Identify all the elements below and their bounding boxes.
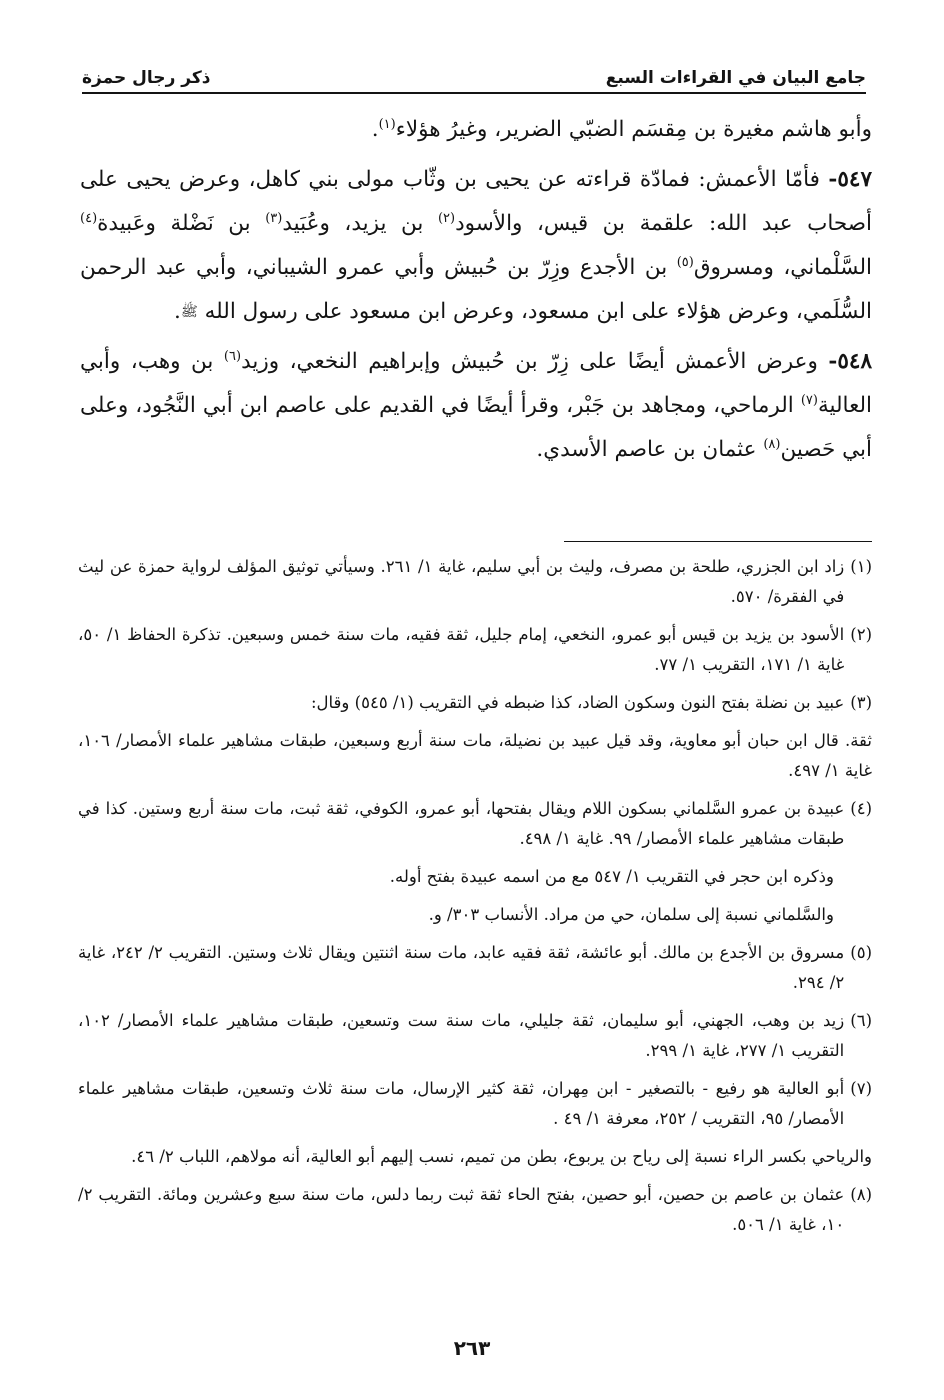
footnote-7: [78, 1074, 872, 1134]
footnote-ref-1[interactable]: (١): [378, 116, 396, 132]
footnote-separator: [564, 541, 872, 542]
footnote-4-note: والسَّلماني نسبة إلى سلمان، حي من مراد. الأنساب ٣٠٣/ و.: [428, 905, 834, 924]
footnotes: [78, 552, 872, 1322]
blessing-glyph: ﷺ: [180, 304, 198, 320]
footnote-text: الأسود بن يزيد بن قيس أبو عمرو، النخعي، إمام جليل، ثقة فقيه، مات سنة خمس وسبعين. تذكرة الحفاظ ١/ ٥٠، غاية ١/ ١٧١، التقريب ١/ ٧٧.: [78, 625, 845, 674]
main-text: [80, 108, 872, 540]
footnote-text: عبيدة بن عمرو السَّلماني بسكون اللام ويقال بفتحها، أبو عمرو، الكوفي، ثقة ثبت، مات سنة أربع وستين. كذا في طبقات مشاهير علماء الأمصار/ ٩٩. غاية ١/ ٤٩٨.: [78, 799, 845, 848]
footnote-number: (١): [850, 557, 872, 576]
footnote-number: (٥): [850, 943, 872, 962]
footnote-5: [78, 938, 872, 998]
footnote-text: زيد بن وهب، الجهني، أبو سليمان، ثقة جليلي، مات سنة ست وتسعين، طبقات مشاهير علماء الأمصار/ ١٠٢، التقريب ١/ ٢٧٧، غاية ١/ ٢٩٩.: [78, 1011, 845, 1060]
footnote-text: عبيد بن نضلة بفتح النون وسكون الضاد، كذا ضبطه في التقريب (١/ ٥٤٥) وقال:: [310, 693, 845, 712]
footnote-number: (٤): [850, 799, 872, 818]
footnote-number: (٢): [850, 625, 872, 644]
footnote-ref-2[interactable]: (٢): [437, 210, 456, 226]
footnote-2: [78, 620, 872, 680]
footnote-1: [78, 552, 872, 612]
footnote-3: [78, 688, 872, 718]
footnote-3-continuation: ثقة. قال ابن حبان أبو معاوية، وقد قيل عبيد بن نضيلة، مات سنة أربع وسبعين، طبقات مشاهير علماء الأمصار/ ١٠٦، غاية ١/ ٤٩٧.: [78, 731, 872, 780]
footnote-6: [78, 1006, 872, 1066]
paragraph-548: ٥٤٨- وعرض الأعمش أيضًا على زِرّ بن حُبيش وإبراهيم النخعي، وزيد$^{(٦)}$ بن وهب، وأبي العالية$^{(٧)}$ الرماحي، ومجاهد بن جَبْر، وقرأ أيضًا في القديم على عاصم ابن أبي النَّجُود، وعلى أبي حَصين$^{(٨)}$ عثمان بن عاصم الأسدي.: [80, 348, 872, 462]
footnote-text: مسروق بن الأجدع بن مالك. أبو عائشة، ثقة فقيه عابد، مات سنة اثنتين ويقال ثلاث وستين. التقريب ٢/ ٢٤٢، غاية ٢/ ٢٩٤.: [78, 943, 845, 992]
paragraph-number: ٥٤٧-: [828, 167, 872, 192]
footnote-ref-5[interactable]: (٥): [676, 254, 694, 270]
footnote-ref-4[interactable]: (٤): [80, 210, 98, 226]
paragraph-number: ٥٤٨-: [828, 349, 872, 374]
footnote-ref-3[interactable]: (٣): [265, 210, 283, 226]
running-header: [82, 60, 866, 94]
footnote-8: [78, 1180, 872, 1240]
footnote-ref-6[interactable]: (٦): [223, 348, 242, 364]
footnote-number: (٦): [850, 1011, 872, 1030]
paragraph-continuation: وأبو هاشم مغيرة بن مِقسَم الضبّي الضرير، وغيرُ هؤلاء$^{(١)}$.: [371, 116, 872, 142]
footnote-text: عثمان بن عاصم بن حصين، أبو حصين، بفتح الحاء ثقة ثبت ربما دلس، مات سنة سبع وعشرين ومائة. التقريب ٢/ ١٠، غاية ١/ ٥٠٦.: [78, 1185, 845, 1234]
book-title: جامع البيان في القراءات السبع: [605, 68, 866, 88]
page-number: ٢٦٣: [453, 1336, 491, 1360]
footnote-number: (٨): [850, 1185, 872, 1204]
footnote-ref-8[interactable]: (٨): [763, 436, 781, 452]
footnote-text: أبو العالية هو رفيع - بالتصغير - ابن مِهران، ثقة كثير الإرسال، مات سنة ثلاث وتسعين، طبقات مشاهير علماء الأمصار/ ٩٥، التقريب / ٢٥٢، معرفة ١/ ٤٩ .: [78, 1079, 845, 1128]
footnote-text: زاد ابن الجزري، طلحة بن مصرف، وليث بن أبي سليم، غاية ١/ ٢٦١. وسيأتي توثيق المؤلف لرواية حمزة عن ليث في الفقرة/ ٥٧٠.: [78, 557, 845, 606]
footnote-number: (٣): [850, 693, 872, 712]
footnote-ref-7[interactable]: (٧): [800, 392, 818, 408]
footnote-7-note: والرياحي بكسر الراء نسبة إلى رياح بن يربوع، بطن من تميم، نسب إليهم أبو العالية، أنه مولاهم، اللباب ٢/ ٤٦.: [131, 1147, 872, 1166]
footnote-4: [78, 794, 872, 854]
paragraph-547: ٥٤٧- فأمّا الأعمش: فمادّة قراءته عن يحيى بن وثّاب مولى بني كاهل، وعرض يحيى على أصحاب عبد الله: علقمة بن قيس، والأسود$^{(٢)}$ بن يزيد، وعُبَيد$^{(٣)}$ بن نَضْلة وعَبيدة$^{(٤)}$ السَّلْماني، ومسروق$^{(٥)}$ بن الأجدع وزِرّ بن حُبيش وأبي عمرو الشيباني، وأبي عبد الرحمن السُّلَمي، وعرض هؤلاء على ابن مسعود، وعرض ابن مسعود على رسول الله ﷺ.: [80, 167, 872, 324]
footnote-number: (٧): [850, 1079, 872, 1098]
chapter-title: ذكر رجال حمزة: [82, 68, 211, 88]
footnote-4-note: وذكره ابن حجر في التقريب ١/ ٥٤٧ مع من اسمه عبيدة بفتح أوله.: [389, 867, 834, 886]
